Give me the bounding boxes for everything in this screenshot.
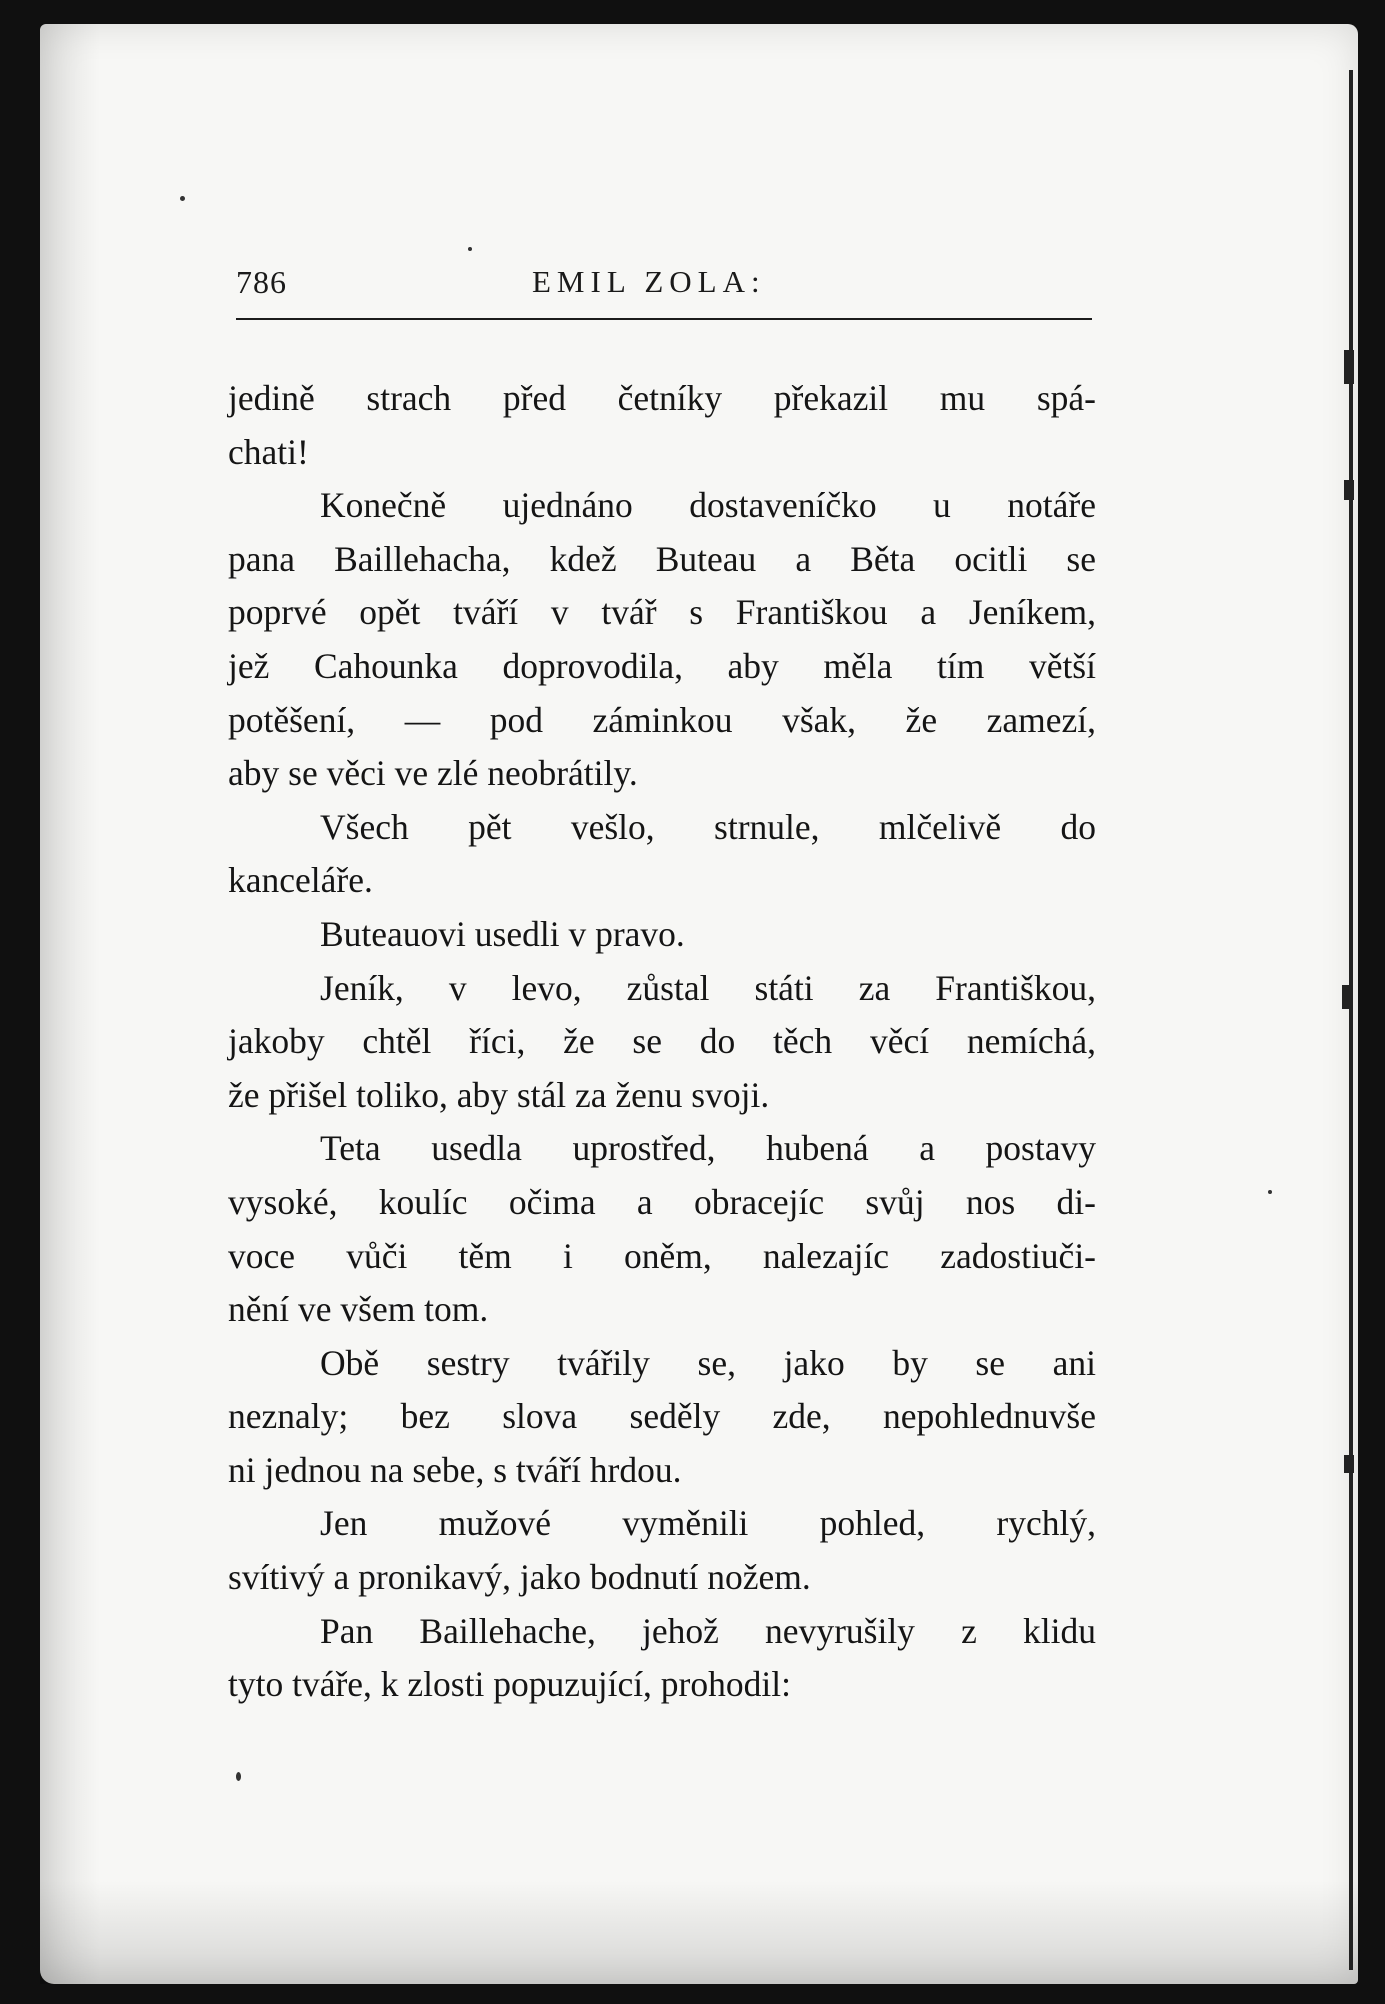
page-edge-mark (1344, 480, 1354, 500)
text-line: potěšení, — pod záminkou však, že zamezí, (228, 699, 1096, 740)
page-shadow-left (40, 24, 100, 1984)
text-line: Obě sestry tvářily se, jako by se ani (320, 1342, 1096, 1383)
text-line: kanceláře. (228, 860, 373, 901)
running-title: EMIL ZOLA: (532, 264, 766, 299)
text-line: Buteauovi usedli v pravo. (320, 913, 685, 954)
text-line: neznaly; bez slova seděly zde, nepohlednuvše (228, 1396, 1096, 1437)
text-line: aby se věci ve zlé neobrátily. (228, 753, 638, 794)
body-text (228, 372, 1096, 1712)
text-line: Konečně ujednáno dostaveníčko u notáře (320, 485, 1096, 526)
page-edge-mark (1344, 1455, 1354, 1473)
header-rule (236, 318, 1092, 320)
page-number: 786 (236, 264, 287, 300)
text-line: Jeník, v levo, zůstal státi za Františkou, (320, 967, 1096, 1008)
text-line: nění ve všem tom. (228, 1289, 489, 1330)
text-line: jedině strach před četníky překazil mu spá- (228, 378, 1096, 418)
text-line: jež Cahounka doprovodila, aby měla tím větší (228, 645, 1096, 686)
text-line: voce vůči těm i oněm, nalezajíc zadostiuči- (228, 1235, 1096, 1276)
text-line: že přišel toliko, aby stál za ženu svoji. (228, 1074, 770, 1115)
paper-speck (236, 1772, 241, 1781)
paper-speck (1268, 1190, 1272, 1194)
paper-speck (180, 196, 185, 201)
text-line: vysoké, koulíc očima a obracejíc svůj nos di- (228, 1181, 1096, 1222)
text-line: Teta usedla uprostřed, hubená a postavy (320, 1128, 1096, 1169)
text-line: jakoby chtěl říci, že se do těch věcí nemíchá, (228, 1021, 1096, 1062)
text-line: chati! (228, 431, 309, 472)
text-line: poprvé opět tváří v tvář s Františkou a Jeníkem, (228, 592, 1096, 633)
text-line: pana Baillehacha, kdež Buteau a Běta ocitli se (228, 538, 1096, 579)
text-line: svítivý a pronikavý, jako bodnutí nožem. (228, 1557, 811, 1598)
page-edge-mark (1342, 985, 1352, 1009)
text-line: Pan Baillehache, jehož nevyrušily z klidu (320, 1610, 1096, 1651)
page-shadow-bottom (40, 1880, 1358, 1984)
text-line: Všech pět vešlo, strnule, mlčelivě do (320, 806, 1096, 847)
text-line: ni jednou na sebe, s tváří hrdou. (228, 1449, 682, 1490)
page-edge-mark (1344, 350, 1354, 384)
text-line: tyto tváře, k zlosti popuzující, prohodil: (228, 1664, 791, 1705)
paper-speck (468, 247, 472, 251)
running-head (236, 264, 1092, 308)
text-line: Jen mužové vyměnili pohled, rychlý, (320, 1503, 1096, 1544)
